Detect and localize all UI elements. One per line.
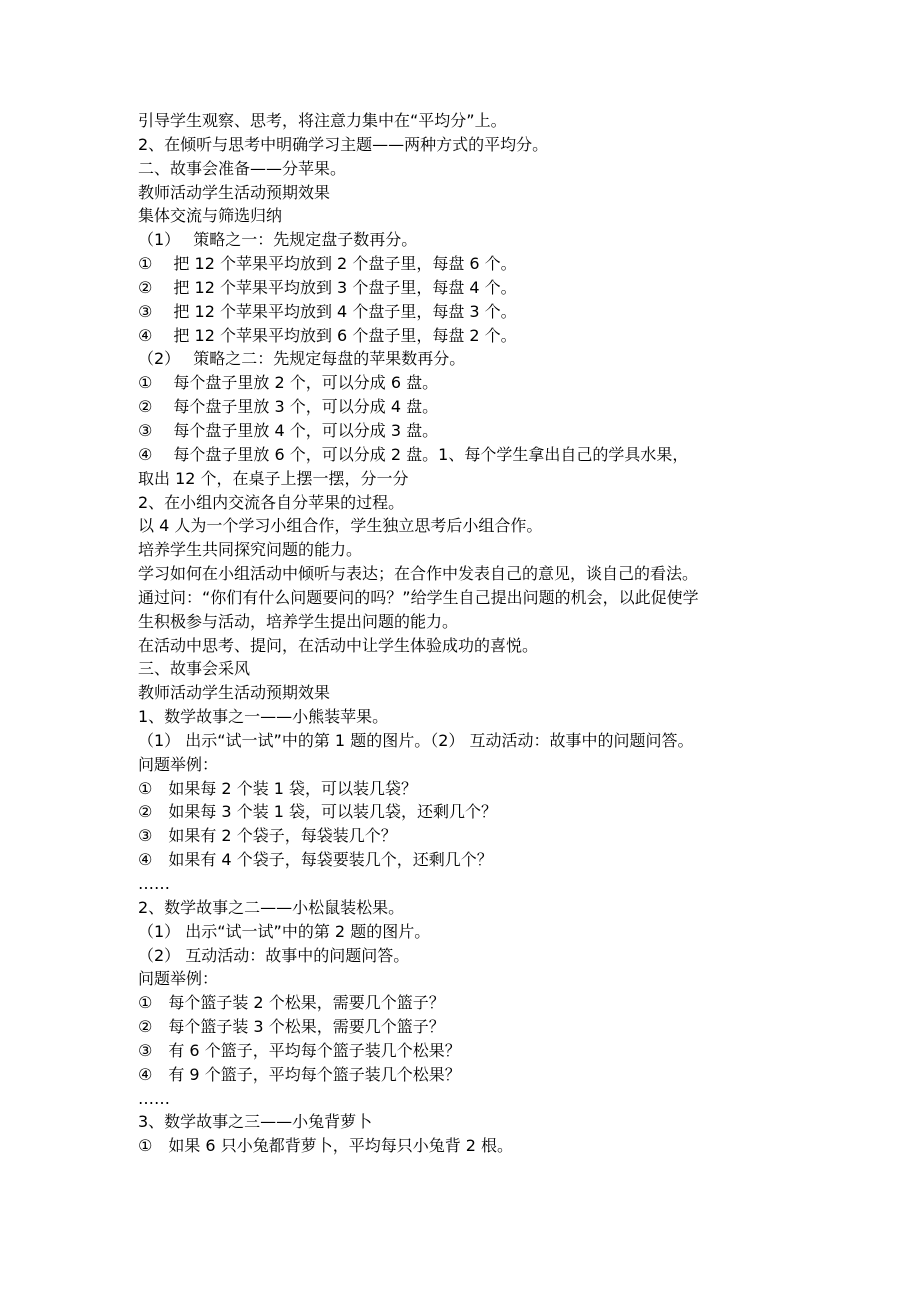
section-heading: 二、故事会准备——分苹果。 <box>138 158 347 178</box>
text-line: 3、数学故事之三——小兔背萝卜 <box>138 1112 373 1132</box>
section-heading: 三、故事会采风 <box>138 659 251 679</box>
list-item: ④ 如果有 4 个袋子，每袋要装几个，还剩几个？ <box>138 850 493 870</box>
text-line: 2、在倾听与思考中明确学习主题——两种方式的平均分。 <box>138 134 549 154</box>
list-item: ③ 把 12 个苹果平均放到 4 个盘子里，每盘 3 个。 <box>138 301 517 321</box>
list-item: ① 每个盘子里放 2 个，可以分成 6 盘。 <box>138 373 439 393</box>
text-line: （1） 策略之一：先规定盘子数再分。 <box>138 230 418 250</box>
ellipsis: …… <box>138 874 170 893</box>
text-line: 2、在小组内交流各自分苹果的过程。 <box>138 492 405 512</box>
text-line: 以 4 人为一个学习小组合作，学生独立思考后小组合作。 <box>138 516 543 536</box>
list-item: ① 每个篮子装 2 个松果，需要几个篮子？ <box>138 993 445 1013</box>
text-line: 学习如何在小组活动中倾听与表达；在合作中发表自己的意见，谈自己的看法。 <box>138 564 699 584</box>
text-line: 引导学生观察、思考，将注意力集中在“平均分”上。 <box>138 111 507 130</box>
text-line: （1） 出示“试一试”中的第 2 题的图片。 <box>138 921 431 941</box>
text-line: 在活动中思考、提问，在活动中让学生体验成功的喜悦。 <box>138 635 539 655</box>
list-item: ④ 把 12 个苹果平均放到 6 个盘子里，每盘 2 个。 <box>138 325 517 345</box>
list-item: ① 把 12 个苹果平均放到 2 个盘子里，每盘 6 个。 <box>138 254 517 274</box>
list-item: ③ 每个盘子里放 4 个，可以分成 3 盘。 <box>138 420 439 440</box>
text-line: 生积极参与活动，培养学生提出问题的能力。 <box>138 611 459 631</box>
text-line: （1） 出示“试一试”中的第 1 题的图片。（2） 互动活动：故事中的问题问答。 <box>138 730 694 750</box>
list-item: ② 把 12 个苹果平均放到 3 个盘子里，每盘 4 个。 <box>138 277 517 297</box>
list-item: ③ 有 6 个篮子，平均每个篮子装几个松果？ <box>138 1040 461 1060</box>
ellipsis: …… <box>138 1088 170 1108</box>
list-item: ② 如果每 3 个装 1 袋，可以装几袋，还剩几个？ <box>138 802 498 822</box>
text-line: 教师活动学生活动预期效果 <box>138 683 331 703</box>
text-line: 问题举例： <box>138 969 219 989</box>
list-item: ① 如果每 2 个装 1 袋，可以装几袋？ <box>138 778 418 798</box>
list-item: ③ 如果有 2 个袋子，每袋装几个？ <box>138 826 397 846</box>
text-line: （2） 互动活动：故事中的问题问答。 <box>138 945 410 965</box>
list-item: ④ 每个盘子里放 6 个，可以分成 2 盘。1、每个学生拿出自己的学具水果， <box>138 444 689 464</box>
text-line: 培养学生共同探究问题的能力。 <box>138 540 363 560</box>
list-item: ① 如果 6 只小兔都背萝卜，平均每只小兔背 2 根。 <box>138 1136 514 1156</box>
list-item: ② 每个篮子装 3 个松果，需要几个篮子？ <box>138 1017 445 1037</box>
text-line: 集体交流与筛选归纳 <box>138 206 283 226</box>
document-page <box>138 109 788 1158</box>
text-line: 取出 12 个，在桌子上摆一摆，分一分 <box>138 468 409 488</box>
list-item: ② 每个盘子里放 3 个，可以分成 4 盘。 <box>138 397 439 417</box>
text-line: 通过问：“你们有什么问题要问的吗？”给学生自己提出问题的机会，以此促使学 <box>138 587 699 607</box>
text-line: 问题举例： <box>138 754 219 774</box>
text-line: 2、数学故事之二——小松鼠装松果。 <box>138 897 405 917</box>
text-line: 教师活动学生活动预期效果 <box>138 182 331 202</box>
list-item: ④ 有 9 个篮子，平均每个篮子装几个松果？ <box>138 1064 461 1084</box>
text-line: 1、数学故事之一——小熊装苹果。 <box>138 707 389 727</box>
text-line: （2） 策略之二：先规定每盘的苹果数再分。 <box>138 349 466 369</box>
